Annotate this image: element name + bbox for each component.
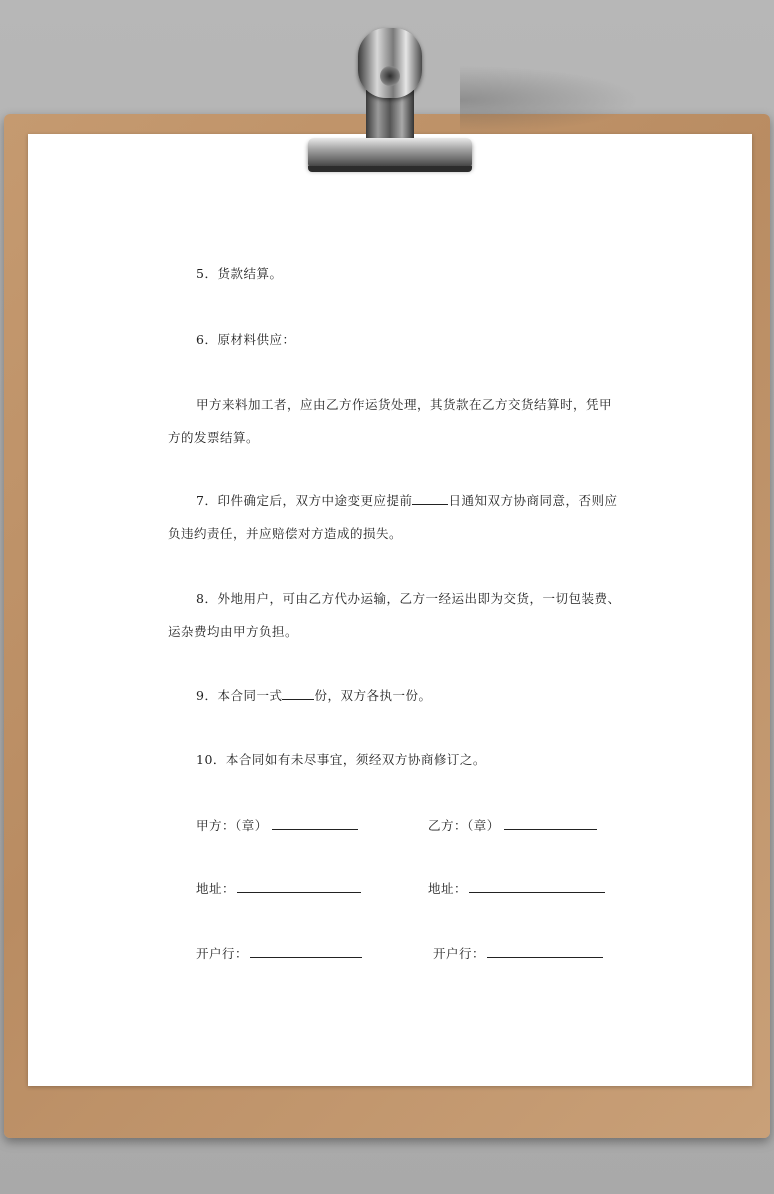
clip-base [308, 138, 472, 168]
bank-b-blank [487, 945, 603, 958]
clause-7-text-b: 日通知双方协商同意，否则应 [448, 493, 618, 508]
address-a-label: 地址： [196, 881, 236, 896]
clause-9-text-a: 9．本合同一式 [196, 688, 283, 703]
party-b-bank [433, 944, 603, 962]
clause-7-line1 [196, 491, 617, 509]
party-b-label: 乙方：（章） [428, 818, 500, 833]
party-a-bank [196, 944, 362, 962]
clause-8-line1: 8．外地用户，可由乙方代办运输，乙方一经运出即为交货，一切包装费、 [196, 591, 621, 606]
clip-ring [358, 28, 422, 98]
clause-9-text-b: 份，双方各执一份。 [314, 688, 432, 703]
party-b-blank [504, 817, 597, 830]
clause-7-line2: 负违约责任，并应赔偿对方造成的损失。 [168, 526, 403, 541]
bank-a-blank [250, 945, 362, 958]
party-b-seal [428, 816, 597, 834]
party-a-address [196, 879, 361, 897]
address-b-blank [469, 880, 605, 893]
address-a-blank [237, 880, 361, 893]
bank-a-label: 开户行： [196, 946, 249, 961]
clause-6-body-line1: 甲方来料加工者，应由乙方作运货处理，其货款在乙方交货结算时，凭甲 [196, 397, 613, 412]
party-b-address [428, 879, 605, 897]
party-a-seal [196, 816, 358, 834]
copies-blank [282, 687, 314, 700]
clause-8-line2: 运杂费均由甲方负担。 [168, 624, 299, 639]
clip-hole [380, 66, 400, 86]
binder-clip [300, 20, 480, 180]
clause-10: 10．本合同如有未尽事宜，须经双方协商修订之。 [196, 752, 486, 767]
clause-7-text-a: 7．印件确定后，双方中途变更应提前 [196, 493, 413, 508]
days-blank [412, 492, 448, 505]
party-a-blank [272, 817, 358, 830]
clause-6-body-line2: 方的发票结算。 [168, 430, 260, 445]
contract-page [28, 134, 752, 1086]
address-b-label: 地址： [428, 881, 468, 896]
bank-b-label: 开户行： [433, 946, 486, 961]
clause-9 [196, 686, 431, 704]
clause-5: 5．货款结算。 [196, 266, 283, 281]
clause-6-title: 6．原材料供应： [196, 332, 296, 347]
party-a-label: 甲方：（章） [196, 818, 268, 833]
